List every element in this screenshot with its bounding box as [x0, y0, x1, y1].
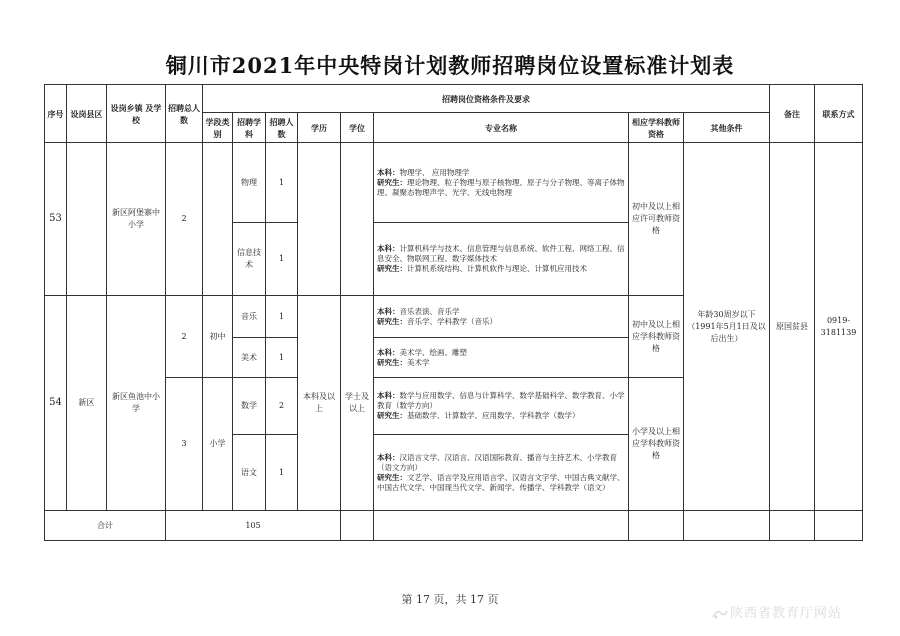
undergrad-majors: 计算机科学与技术、信息管理与信息系统、软件工程、网络工程、信息安全、物联网工程、数字媒体技术: [377, 244, 625, 263]
contact: 0919-3181139: [815, 143, 863, 511]
total-empty: [629, 511, 684, 541]
undergrad-majors: 汉语言文学、汉语言、汉语国际教育、播音与主持艺术、小学教育（语文方向）: [377, 452, 617, 472]
header-contact: 联系方式: [815, 85, 863, 143]
postgrad-majors: 音乐学、学科教学（音乐）: [407, 316, 497, 326]
undergrad-majors: 美术学、绘画、雕塑: [399, 347, 467, 357]
row54-school: 新区鱼池中小学: [107, 296, 166, 511]
watermark-logo-icon: [712, 608, 728, 620]
row54-art-major: [374, 338, 629, 378]
total-empty: [374, 511, 629, 541]
undergrad-label: 本科：: [377, 167, 400, 177]
header-requirements: 招聘岗位资格条件及要求: [203, 85, 770, 113]
row54-seq: 54: [45, 296, 67, 511]
total-empty: [815, 511, 863, 541]
postgrad-label: 研究生：: [377, 472, 407, 482]
header-school: 设岗乡镇 及学校: [107, 85, 166, 143]
undergrad-majors: 物理学、 应用物理学: [399, 167, 470, 177]
watermark: [712, 602, 842, 621]
total-empty: [341, 511, 374, 541]
row54-music-major: [374, 296, 629, 338]
postgrad-label: 研究生：: [377, 264, 407, 273]
total-label: 合计: [45, 511, 166, 541]
postgrad-label: 研究生：: [377, 411, 407, 420]
total-value: 105: [166, 511, 341, 541]
recruitment-table: [44, 84, 863, 541]
total-empty: [684, 511, 770, 541]
postgrad-majors: 基础数学、计算数学、应用数学、学科教学（数学）: [407, 411, 580, 420]
row54-chinese-major: [374, 435, 629, 511]
row54-county: 新区: [67, 296, 107, 511]
postgrad-majors: 文艺学、语言学及应用语言学、汉语言文字学、中国古典文献学、中国古代文学、中国现当代文学、新闻学、传播学、学科教学（语文）: [377, 472, 625, 492]
row53-stage: [203, 143, 233, 296]
row54-stage-primary: 小学: [203, 378, 233, 511]
postgrad-label: 研究生：: [377, 316, 407, 326]
row54-math-subject: 数学: [233, 378, 266, 435]
header-county: 设岗县区: [67, 85, 107, 143]
row54-total-primary: 3: [166, 378, 203, 511]
row53-it-subject: 信息技术: [233, 223, 266, 296]
undergrad-label: 本科：: [377, 306, 400, 316]
row54-cert-junior: 初中及以上相应学科教师资格: [629, 296, 684, 378]
header-stage: 学段类别: [203, 113, 233, 143]
header-degree: 学位: [341, 113, 374, 143]
remark: 原国贫县: [770, 143, 815, 511]
row53-cert: 初中及以上相应许可教师资格: [629, 143, 684, 296]
page-number: 第 17 页，共 17 页: [401, 593, 499, 606]
row53-it-major: [374, 223, 629, 296]
row53-physics-subject: 物理: [233, 143, 266, 223]
header-count: 招聘人数: [266, 113, 298, 143]
header-subject: 招聘学科: [233, 113, 266, 143]
postgrad-label: 研究生：: [377, 177, 407, 187]
row54-art-count: 1: [266, 338, 298, 378]
undergrad-label: 本科：: [377, 347, 400, 357]
other-conditions: 年龄30周岁以下（1991年5月1日及以后出生）: [684, 143, 770, 511]
row54-education: 本科及以上: [298, 296, 341, 511]
total-empty: [770, 511, 815, 541]
postgrad-majors: 计算机系统结构、计算机软件与理论、计算机应用技术: [407, 264, 587, 273]
row54-total-junior: 2: [166, 296, 203, 378]
postgrad-label: 研究生：: [377, 357, 407, 367]
row54-chinese-subject: 语文: [233, 435, 266, 511]
watermark-text: 陕西省教育厅网站: [730, 606, 843, 621]
undergrad-label: 本科：: [377, 391, 400, 400]
header-cert: 相应学科教师资格: [629, 113, 684, 143]
header-other: 其他条件: [684, 113, 770, 143]
row54-music-count: 1: [266, 296, 298, 338]
row54-art-subject: 美术: [233, 338, 266, 378]
header-education: 学历: [298, 113, 341, 143]
header-seq: 序号: [45, 85, 67, 143]
row54-degree: 学士及以上: [341, 296, 374, 511]
row54-math-major: [374, 378, 629, 435]
row53-physics-major: [374, 143, 629, 223]
postgrad-majors: 理论物理、粒子物理与原子核物理、原子与分子物理、等离子体物理、凝聚态物理声学、光学、无线电物理: [377, 177, 625, 197]
undergrad-majors: 数学与应用数学、信息与计算科学、数学基础科学、数学教育、小学教育（数学方向）: [377, 391, 625, 410]
row54-music-subject: 音乐: [233, 296, 266, 338]
row53-total: 2: [166, 143, 203, 296]
undergrad-label: 本科：: [377, 452, 400, 462]
undergrad-label: 本科：: [377, 244, 400, 253]
row53-county: [67, 143, 107, 296]
row53-physics-count: 1: [266, 143, 298, 223]
postgrad-majors: 美术学: [407, 357, 430, 367]
header-major: 专业名称: [374, 113, 629, 143]
row53-it-count: 1: [266, 223, 298, 296]
row53-education: [298, 143, 341, 296]
page-title: 铜川市2021年中央特岗计划教师招聘岗位设置标准计划表: [165, 53, 735, 78]
header-remark: 备注: [770, 85, 815, 143]
row54-math-count: 2: [266, 378, 298, 435]
undergrad-majors: 音乐表演、音乐学: [399, 306, 460, 316]
row54-stage-junior: 初中: [203, 296, 233, 378]
row54-cert-primary: 小学及以上相应学科教师资格: [629, 378, 684, 511]
row53-seq: 53: [45, 143, 67, 296]
row53-degree: [341, 143, 374, 296]
row54-chinese-count: 1: [266, 435, 298, 511]
row53-school: 新区阿堡寨中小学: [107, 143, 166, 296]
header-total: 招聘总人数: [166, 85, 203, 143]
